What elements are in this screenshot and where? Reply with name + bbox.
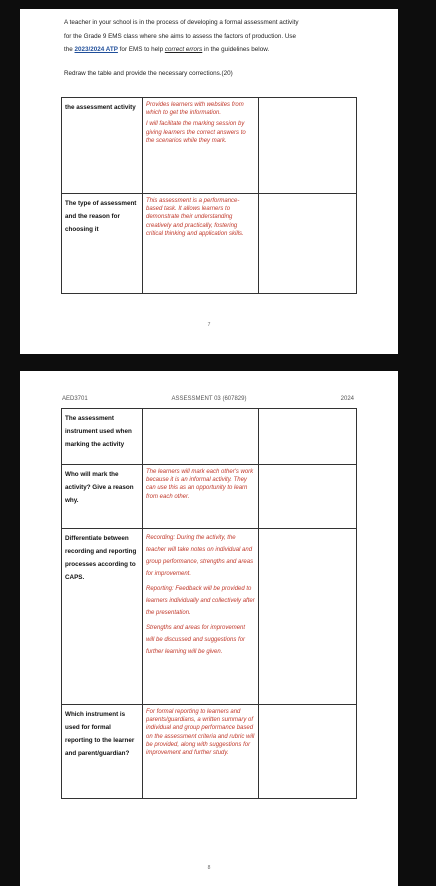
answer-cell [143,705,259,799]
page-number: 7 [207,322,211,328]
answer-paragraph: This assessment is a performance-based task. It allows learners to demonstrate their understanding creatively and practically, fostering critical thinking and application skills. [146,198,244,237]
table-row [62,194,357,294]
answer-paragraph: Strengths and areas for improvement will be discussed and suggestions for further learning will be given. [146,625,246,655]
page-number: 8 [207,865,211,871]
atp-link[interactable]: 2023/2024 ATP [74,46,118,53]
intro-line-3-mid: for EMS to help [117,46,165,53]
answer-paragraph: Provides learners with websites from which to get the information. [146,102,244,117]
correct-errors-text: correct errors [164,46,203,53]
question-cell: the assessment activity [62,98,143,194]
header-course-code: AED3701 [62,396,88,402]
answer-paragraph: I will facilitate the marking session by giving learners the correct answers to the scenarios while they mark. [146,121,246,144]
table-row [62,529,357,705]
answer-cell [143,465,259,529]
answer-paragraph: Reporting: Feedback will be provided to learners individually and collectively after the presentation. [146,586,255,616]
empty-cell [259,705,357,799]
question-cell: Differentiate between recording and reporting processes according to CAPS. [62,529,143,705]
answer-cell [143,529,259,705]
empty-cell [259,409,357,465]
question-cell: Which instrument is used for formal reporting to the learner and parent/guardian? [62,705,143,799]
intro-line-2: for the Grade 9 EMS class where she aims to assess the factors of production. Use [64,32,297,40]
empty-cell [259,98,357,194]
answer-paragraph: Recording: During the activity, the teacher will take notes on individual and group performance, strengths and areas for improvement. [146,535,254,577]
table-row [62,465,357,529]
instruction-text: Redraw the table and provide the necessary corrections.(20) [64,70,233,77]
empty-cell [259,529,357,705]
guidelines-table-part-1 [61,97,357,294]
question-cell: The assessment instrument used when marking the activity [62,409,143,465]
intro-line-1: A teacher in your school is in the process of developing a formal assessment activity [64,19,299,26]
intro-paragraph [64,16,364,57]
table-row [62,409,357,465]
empty-cell [259,194,357,294]
table-row [62,98,357,194]
table-row [62,705,357,799]
answer-cell [143,409,259,465]
header-assessment-title: ASSESSMENT 03 (607829) [171,396,247,402]
answer-cell [143,194,259,294]
question-cell: Who will mark the activity? Give a reason why. [62,465,143,529]
empty-cell [259,465,357,529]
guidelines-table-part-2 [61,408,357,799]
document-page-8 [20,371,398,886]
header-year: 2024 [340,396,354,402]
intro-line-3-pre: the [64,46,75,53]
answer-paragraph: The learners will mark each other's work because it is an informal activity. They can use this as an opportunity to learn from each other. [146,469,254,500]
answer-paragraph: For formal reporting to learners and parents/guardians, a written summary of individual and group performance based on the assessment criteria and rubric will be provided, along with suggestions for improvement and further study. [146,709,255,757]
question-cell: The type of assessment and the reason for choosing it [62,194,143,294]
answer-cell [143,98,259,194]
document-page-7 [20,9,398,354]
intro-line-3-post: in the guidelines below. [202,46,270,53]
